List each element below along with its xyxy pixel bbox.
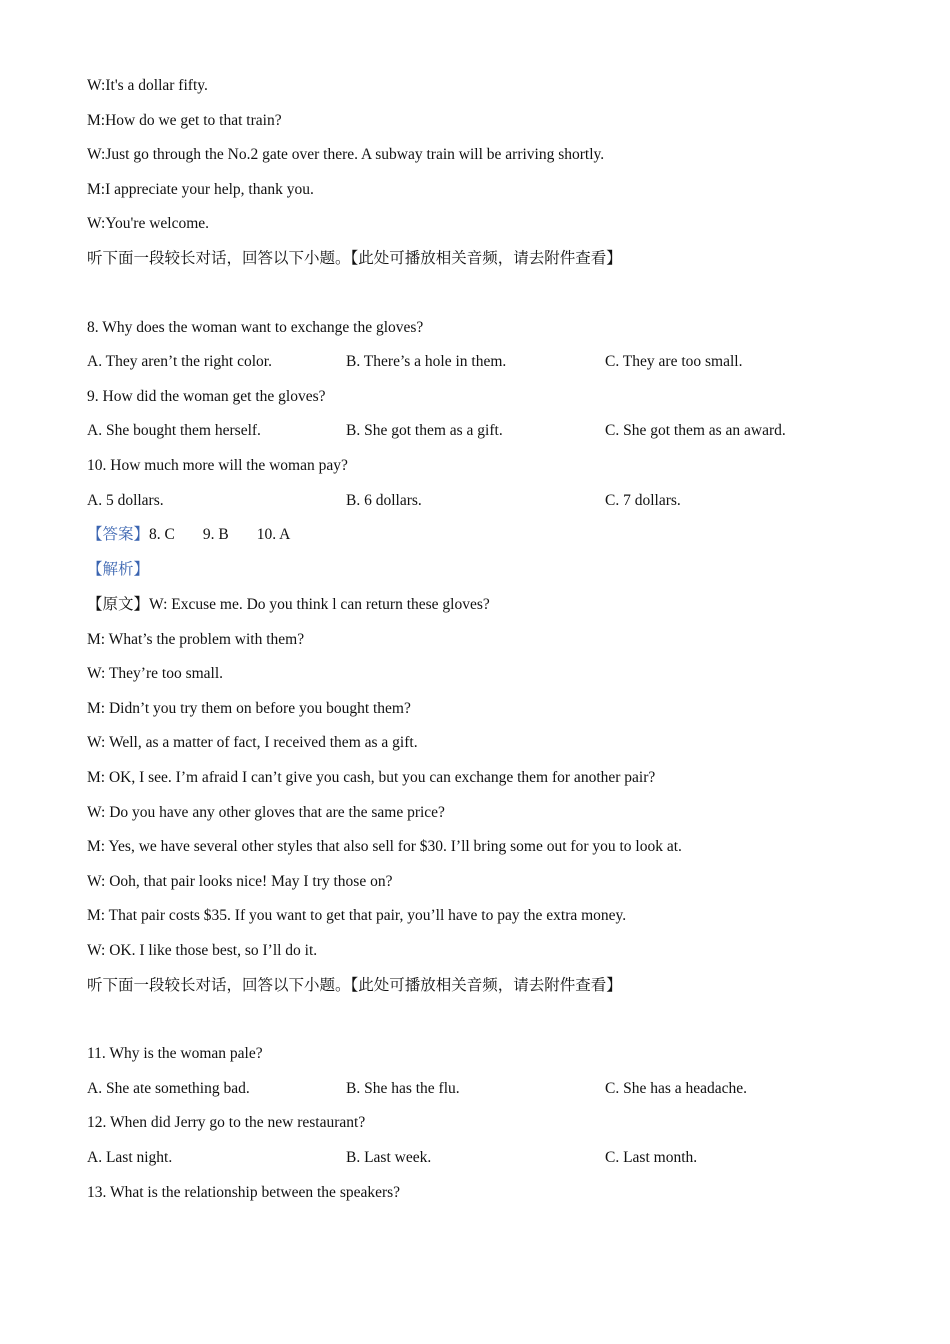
question-10-option-c: C. 7 dollars. [605,492,681,509]
question-12-option-b: B. Last week. [346,1149,432,1166]
question-12-option-c: C. Last month. [605,1149,698,1166]
dialogue-line: W:You're welcome. [87,215,210,232]
answer-item: 8. C [149,526,175,543]
analysis-label: 【解析】 [87,561,150,578]
transcript-line: W: Well, as a matter of fact, I received them as a gift. [87,734,418,751]
answer-line [87,525,290,545]
question-12-option-a: A. Last night. [87,1149,173,1166]
question-11-option-a: A. She ate something bad. [87,1080,250,1097]
question-8-option-b: B. There’s a hole in them. [346,353,507,370]
transcript-line: W: OK. I like those best, so I’ll do it. [87,942,318,959]
transcript-line: M: OK, I see. I’m afraid I can’t give you cash, but you can exchange them for another pair? [87,769,656,786]
instruction-text: 听下面一段较长对话，回答以下小题。【此处可播放相关音频，请去附件查看】 [87,250,622,267]
answer-label: 【答案】 [87,526,150,543]
answer-item: 9. B [202,526,229,543]
transcript-line: M: That pair costs $35. If you want to get that pair, you’ll have to pay the extra money. [87,907,627,924]
question-10-option-a: A. 5 dollars. [87,492,164,509]
question-8-stem: 8. Why does the woman want to exchange the gloves? [87,319,424,336]
dialogue-line: M:I appreciate your help, thank you. [87,181,314,198]
transcript-label: 【原文】 [87,596,150,613]
question-11-option-b: B. She has the flu. [346,1080,460,1097]
dialogue-line: W:It's a dollar fifty. [87,77,208,94]
transcript-first-line [87,595,490,615]
transcript-line: W: Ooh, that pair looks nice! May I try those on? [87,873,393,890]
question-8-option-c: C. They are too small. [605,353,743,370]
transcript-line: W: Excuse me. Do you think l can return these gloves? [149,596,490,613]
question-11-stem: 11. Why is the woman pale? [87,1045,263,1062]
question-10-option-b: B. 6 dollars. [346,492,422,509]
question-11-option-c: C. She has a headache. [605,1080,748,1097]
transcript-line: W: Do you have any other gloves that are the same price? [87,804,445,821]
question-8-option-a: A. They aren’t the right color. [87,353,272,370]
question-13-stem: 13. What is the relationship between the speakers? [87,1184,401,1201]
question-9-option-a: A. She bought them herself. [87,422,261,439]
dialogue-line: M:How do we get to that train? [87,112,282,129]
question-9-option-b: B. She got them as a gift. [346,422,503,439]
answer-item: 10. A [256,526,291,543]
question-9-option-c: C. She got them as an award. [605,422,786,439]
question-12-stem: 12. When did Jerry go to the new restaurant? [87,1114,366,1131]
transcript-line: W: They’re too small. [87,665,224,682]
transcript-line: M: Yes, we have several other styles that also sell for $30. I’ll bring some out for you to look at. [87,838,682,855]
question-9-stem: 9. How did the woman get the gloves? [87,388,326,405]
transcript-line: M: Didn’t you try them on before you bought them? [87,700,411,717]
dialogue-line: W:Just go through the No.2 gate over there. A subway train will be arriving shortly. [87,146,605,163]
transcript-line: M: What’s the problem with them? [87,631,305,648]
instruction-text: 听下面一段较长对话，回答以下小题。【此处可播放相关音频，请去附件查看】 [87,977,622,994]
question-10-stem: 10. How much more will the woman pay? [87,457,348,474]
